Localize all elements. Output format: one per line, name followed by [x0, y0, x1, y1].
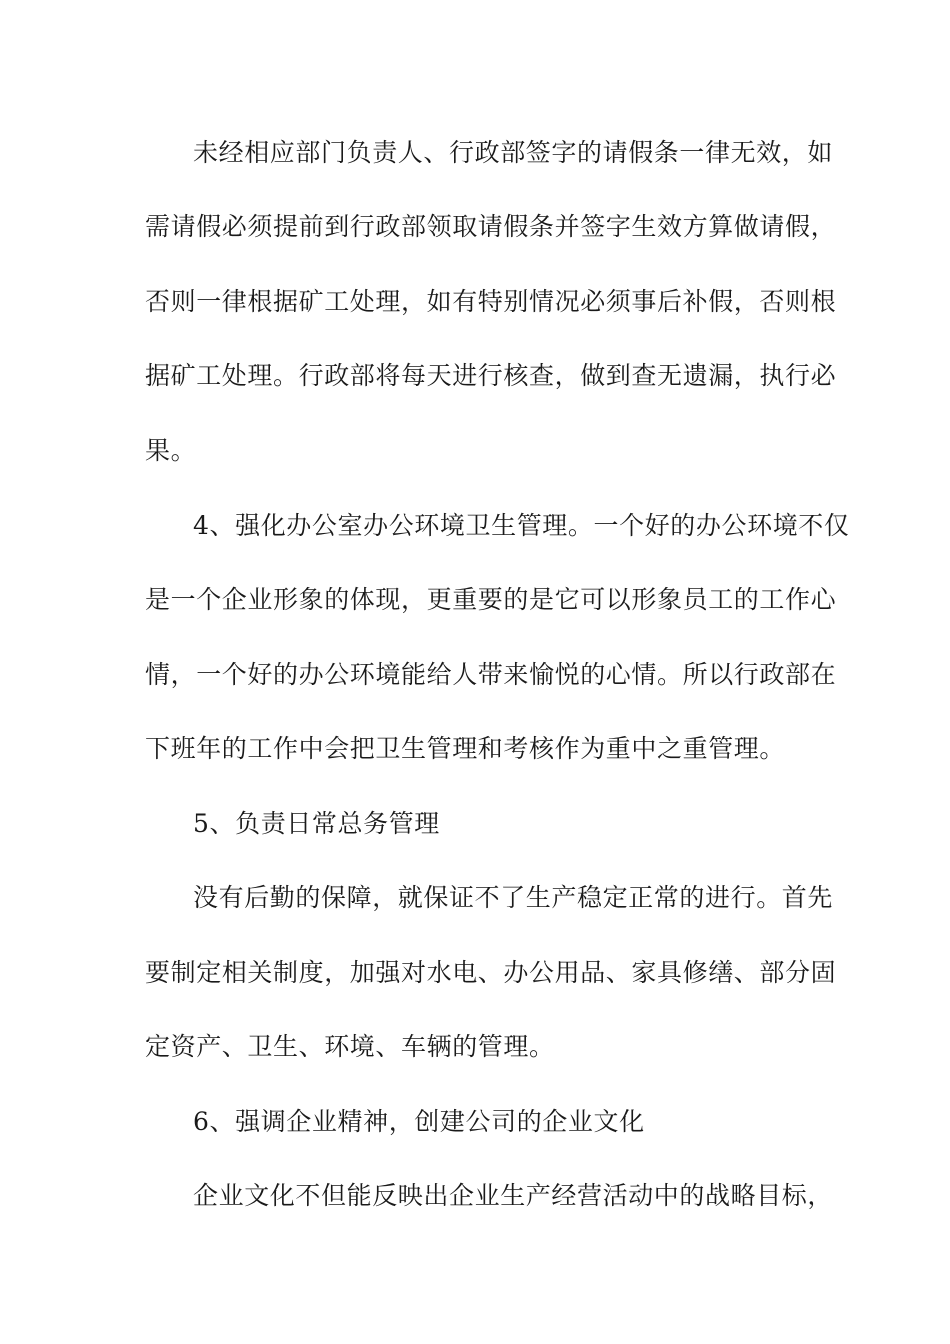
- text-line: 据矿工处理。行政部将每天进行核查，做到查无遗漏，执行必: [145, 361, 837, 390]
- text-line: 未经相应部门负责人、行政部签字的请假条一律无效，如: [193, 138, 834, 167]
- text-line: 4、强化办公室办公环境卫生管理。一个好的办公环境不仅: [193, 511, 850, 540]
- text-line: 否则一律根据矿工处理，如有特别情况必须事后补假，否则根: [145, 287, 837, 316]
- text-line: 定资产、卫生、环境、车辆的管理。: [145, 1032, 555, 1061]
- text-line: 要制定相关制度，加强对水电、办公用品、家具修缮、部分固: [145, 958, 837, 987]
- text-line: 企业文化不但能反映出企业生产经营活动中的战略目标，: [193, 1181, 834, 1210]
- text-line: 情，一个好的办公环境能给人带来愉悦的心情。所以行政部在: [145, 660, 837, 689]
- text-line: 需请假必须提前到行政部领取请假条并签字生效方算做请假，: [145, 212, 837, 241]
- text-line: 是一个企业形象的体现，更重要的是它可以形象员工的工作心: [145, 585, 837, 614]
- text-line: 6、强调企业精神，创建公司的企业文化: [193, 1107, 645, 1136]
- text-line: 没有后勤的保障，就保证不了生产稳定正常的进行。首先: [193, 883, 834, 912]
- text-line: 果。: [145, 436, 197, 465]
- text-line: 5、负责日常总务管理: [193, 809, 440, 838]
- text-line: 下班年的工作中会把卫生管理和考核作为重中之重管理。: [145, 734, 786, 763]
